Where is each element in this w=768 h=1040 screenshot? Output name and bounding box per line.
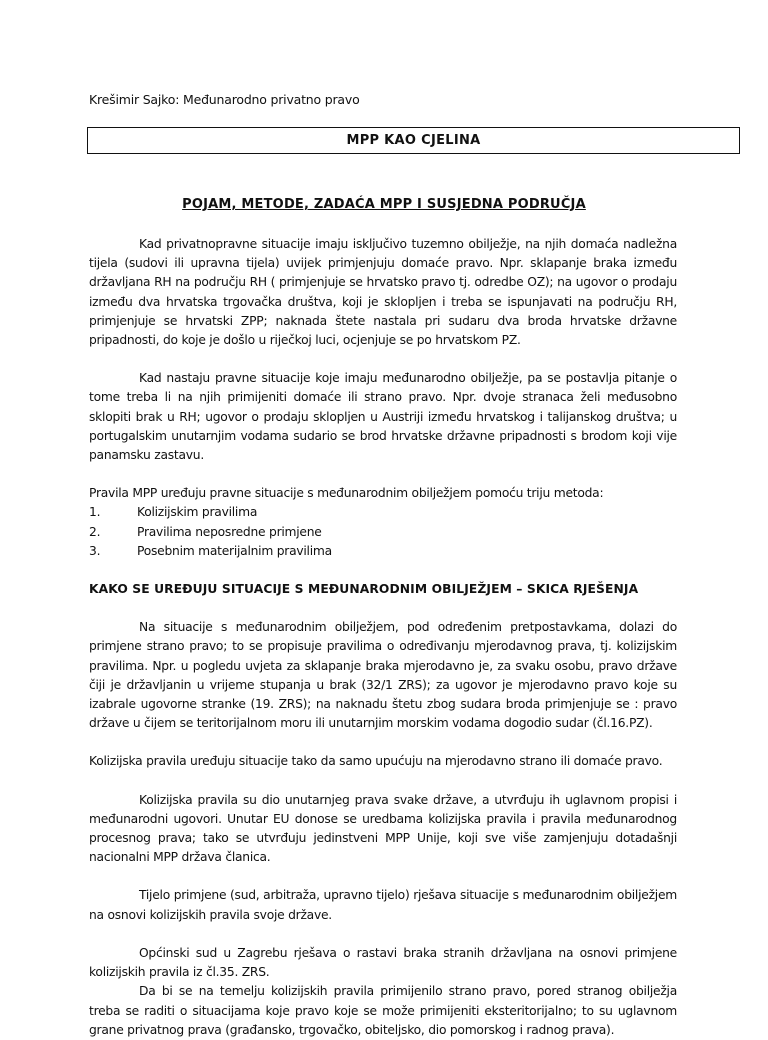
document-body <box>89 235 677 1040</box>
list-item <box>89 523 677 542</box>
list-item <box>89 542 677 561</box>
paragraph-conflict-rules-summary: Kolizijska pravila uređuju situacije tako da samo upućuju na mjerodavno strano ili domaće pravo. <box>89 754 663 769</box>
list-item-number: 3. <box>89 543 101 558</box>
paragraph-extraterritorial: Da bi se na temelju kolizijskih pravila primijenilo strano pravo, pored stranog obilježja treba se raditi o situacijama koje pravo koje se može primijeniti eksteritorijalno; to su uglavnom grane privatnog prava (građansko, trgovačko, obiteljsko, dio pomorskog i radnog prava). <box>89 984 677 1037</box>
list-item-label: Pravilima neposredne primjene <box>137 524 322 539</box>
section-heading: KAKO SE UREĐUJU SITUACIJE S MEĐUNARODNIM OBILJEŽJEM – SKICA RJEŠENJA <box>89 582 639 597</box>
paragraph-application-body: Tijelo primjene (sud, arbitraža, upravno tijelo) rješava situacije s međunarodnim obilježjem na osnovi kolizijskih pravila svoje države. <box>89 888 677 922</box>
paragraph-zagreb-court: Općinski sud u Zagrebu rješava o rastavi braka stranih državljana na osnovi primjene kolizijskih pravila iz čl.35. ZRS. <box>89 945 677 980</box>
list-item <box>89 503 677 522</box>
paragraph-methods-intro: Pravila MPP uređuju pravne situacije s međunarodnim obilježjem pomoću triju metoda: <box>89 486 604 501</box>
list-item-number: 2. <box>89 524 101 539</box>
document-title-box <box>87 127 740 154</box>
document-title: MPP KAO CJELINA <box>346 133 481 148</box>
paragraph-domestic: Kad privatnopravne situacije imaju isključivo tuzemno obilježje, na njih domaća nadležna tijela (sudovi ili upravna tijela) uvijek primjenjuju domaće pravo. Npr. sklapanje braka između državljana RH na području RH ( primjenjuje se hrvatsko pravo tj. odredbe OZ); na ugovor o prodaju između dva hrvatska trgovačka društva, koji je sklopljen i treba se ispunjavati na području RH, primjenjuje se hrvatski ZPP; naknada štete nastala pri sudaru dva broda hrvatske državne pripadnosti, do koje je došlo u riječkoj luci, ocjenjuje se po hrvatskom PZ. <box>89 237 677 348</box>
paragraph-conflict-rules: Na situacije s međunarodnim obilježjem, pod određenim pretpostavkama, dolazi do primjene strano pravo; to se propisuje pravilima o određivanju mjerodavnog prava, tj. kolizijskim pravilima. Npr. u pogledu uvjeta za sklapanje braka mjerodavno je, za svaku osobu, pravo države čiji je državljanin u vrijeme stupanja u brak (32/1 ZRS); za ugovor je mjerodavno pravo koje su izabrale ugovorne stranke (19. ZRS); na naknadu štetu zbog sudara broda primjenjuje se : pravo države u čijem se teritorijalnom moru ili unutarnjim morskim vodama dogodio sudar (čl.16.PZ). <box>89 620 677 731</box>
list-item-number: 1. <box>89 505 101 520</box>
list-item-label: Posebnim materijalnim pravilima <box>137 543 332 558</box>
section-subtitle: POJAM, METODE, ZADAĆA MPP I SUSJEDNA PODRUČJA <box>182 197 586 212</box>
paragraph-international: Kad nastaju pravne situacije koje imaju međunarodno obilježje, pa se postavlja pitanje o tome treba li na njih primijeniti domaće ili strano pravo. Npr. dvoje stranaca želi međusobno sklopiti brak u RH; ugovor o prodaju sklopljen u Austriji između hrvatskog i talijanskog društva; u portugalskim unutarnjim vodama sudario se brod hrvatske državne pripadnosti s brodom koji vije panamsku zastavu. <box>89 371 677 463</box>
paragraph-conflict-rules-sources: Kolizijska pravila su dio unutarnjeg prava svake države, a utvrđuju ih uglavnom propisi i međunarodni ugovori. Unutar EU donose se uredbama kolizijska pravila i pravila međunarodnog procesnog prava; tako se utvrđuju jedinstveni MPP Unije, koji sve više zamjenjuju dotadašnji nacionalni MPP država članica. <box>89 792 677 865</box>
methods-list <box>89 503 677 561</box>
author-header: Krešimir Sajko: Međunarodno privatno pravo <box>89 92 360 107</box>
list-item-label: Kolizijskim pravilima <box>137 505 258 520</box>
